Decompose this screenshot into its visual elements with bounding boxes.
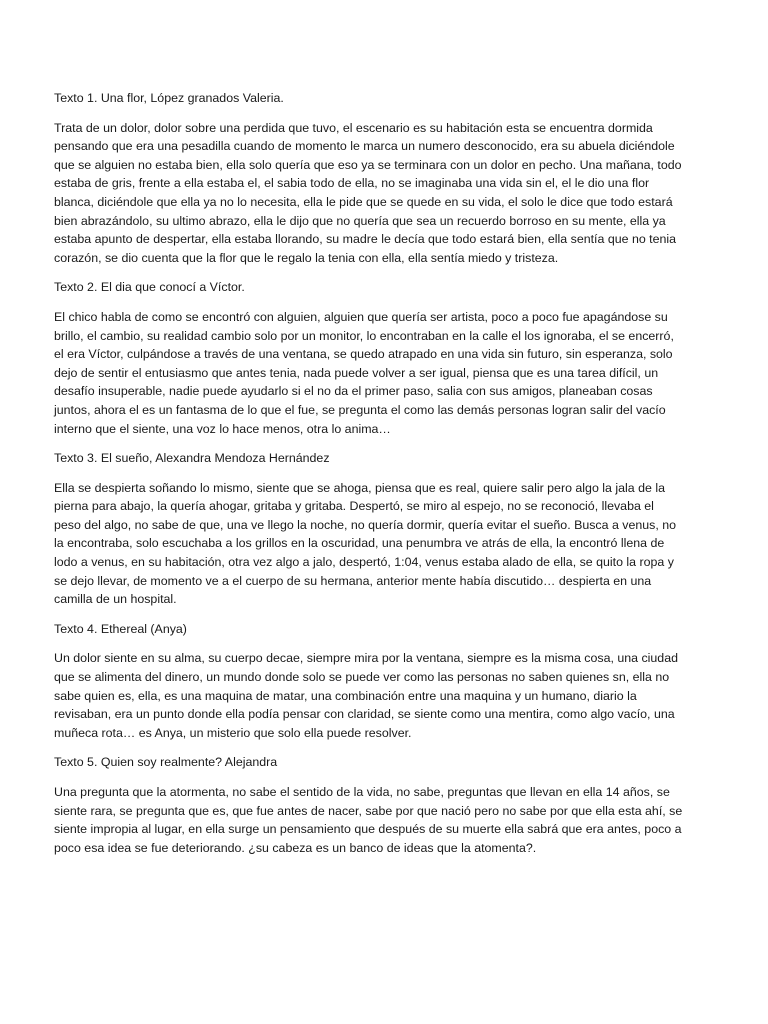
document-content (54, 89, 684, 868)
section-3-title: Texto 3. El sueño, Alexandra Mendoza Hernández (54, 451, 330, 466)
section-1-title: Texto 1. Una flor, López granados Valeria. (54, 91, 284, 105)
section-4-title: Texto 4. Ethereal (Anya) (54, 621, 187, 636)
section-5-body: Una pregunta que la atormenta, no sabe el sentido de la vida, no sabe, preguntas que llevan en ella 14 años, se siente rara, se pregunta que es, que fue antes de nacer, sabe por que nació pero no sabe por que ella esta ahí, se siente impropia al lugar, en ella surge un pensamiento que después de su muerte ella sabrá que era antes, poco a poco esa idea se fue deteriorando. ¿su cabeza es un banco de ideas que la atomenta?. (54, 785, 683, 855)
section-2-title: Texto 2. El dia que conocí a Víctor. (54, 280, 245, 295)
section-1-body: Trata de un dolor, dolor sobre una perdida que tuvo, el escenario es su habitación esta se encuentra dormida pensando que era una pesadilla cuando de momento le marca un numero desconocido, era su abuela diciéndole que se alguien no estaba bien, ella solo quería que eso ya se terminara con un dolor en pecho. Una mañana, todo estaba de gris, frente a ella estaba el, el sabia todo de ella, no se imaginaba una vida sin el, el le dio una flor blanca, diciéndole que ella ya no lo necesita, ella le pide que se quede en su vida, el solo le dice que todo estará bien abrazándolo, su ultimo abrazo, ella le dijo que no quería que sea un recuerdo borroso en su mente, ella ya estaba apunto de despertar, ella estaba llorando, su madre le decía que todo estará bien, ella sentía que no tenia corazón, se dio cuenta que la flor que le regalo la tenia con ella, ella sentía miedo y tristeza. (54, 120, 682, 265)
section-3-body: Ella se despierta soñando lo mismo, siente que se ahoga, piensa que es real, quiere salir pero algo la jala de la pierna para abajo, la quería ahogar, gritaba y gritaba. Despertó, se miro al espejo, no se reconoció, llevaba el peso del algo, no sabe de que, una ve llego la noche, no quería dormir, quería evitar el sueño. Busca a venus, no la encontraba, solo escuchaba a los grillos en la oscuridad, una penumbra ve atrás de ella, la encontró llena de lodo a venus, en su habitación, otra vez algo a jalo, despertó, 1:04, venus estaba alado de ella, se quito la ropa y se dejo llevar, de momento ve a el cuerpo de su hermana, anterior mente había discutido… despierta en una camilla de un hospital. (54, 480, 677, 607)
section-5-title: Texto 5. Quien soy realmente? Alejandra (54, 755, 278, 770)
section-4-body: Un dolor siente en su alma, su cuerpo decae, siempre mira por la ventana, siempre es la misma cosa, una ciudad que se alimenta del dinero, un mundo donde solo se puede ver como las personas no saben quienes sn, ella no sabe quien es, ella, es una maquina de matar, una combinación entre una maquina y un humano, diario la revisaban, era un punto donde ella podía pensar con claridad, se siente como una mentira, como algo vacío, una muñeca rota… es Anya, un misterio que solo ella puede resolver. (54, 651, 678, 740)
section-2-body: El chico habla de como se encontró con alguien, alguien que quería ser artista, poco a poco fue apagándose su brillo, el cambio, su realidad cambio solo por un monitor, lo encontraban en la calle el los ignoraba, el se encerró, el era Víctor, culpándose a través de una ventana, se quedo atrapado en una vida sin futuro, sin esperanza, solo dejo de sentir el entusiasmo que antes tenia, nada puede volver a ser igual, piensa que es una tarea difícil, un desafío insuperable, nadie puede ayudarlo si el no da el primer paso, salia con sus amigos, planeaban cosas juntos, ahora el es un fantasma de lo que el fue, se pregunta el como las demás personas logran salir del vacío interno que el siente, una voz lo hace menos, otra lo anima… (54, 309, 674, 436)
